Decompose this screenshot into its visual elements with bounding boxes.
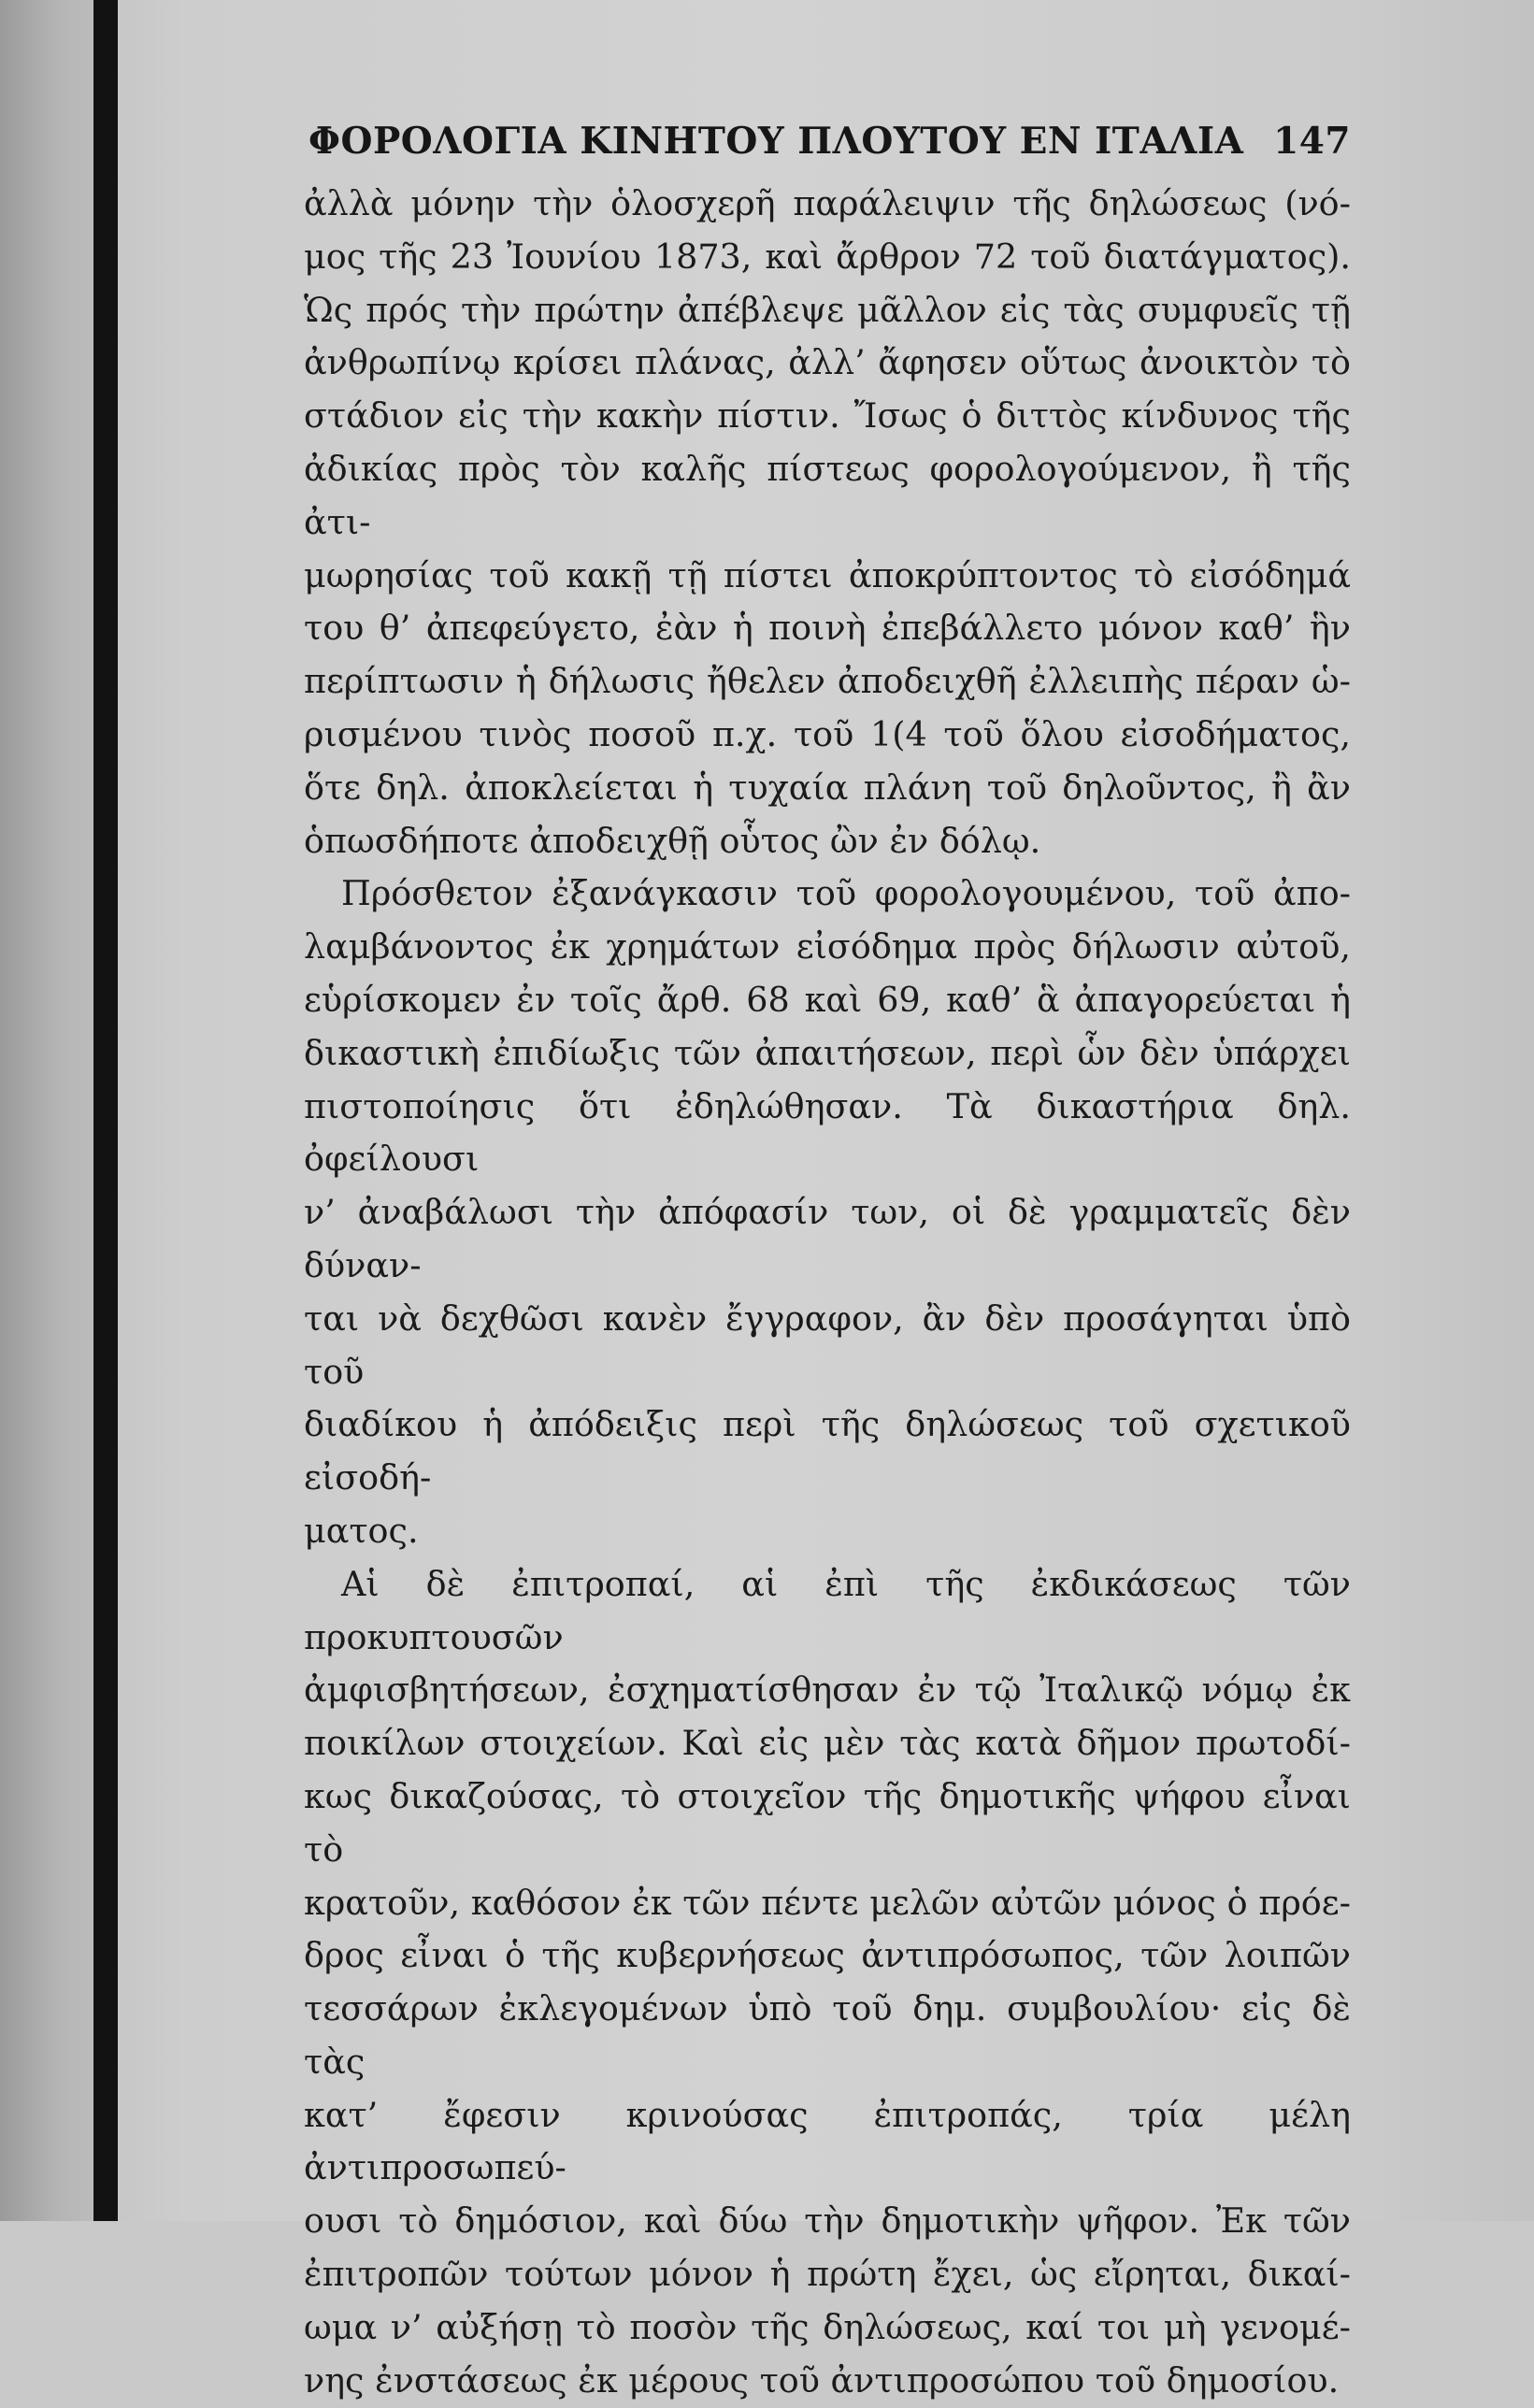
paragraph <box>304 178 1351 867</box>
text-line: δρος εἶναι ὁ τῆς κυβερνήσεως ἀντιπρόσωπος, τῶν λοιπῶν <box>304 1935 1351 1976</box>
text-line: ωμα ν’ αὐξήσῃ τὸ ποσὸν τῆς δηλώσεως, καί τοι μὴ γενομέ- <box>304 2306 1351 2347</box>
running-header <box>304 110 1351 178</box>
text-line: ὅτε δηλ. ἀποκλείεται ἡ τυχαία πλάνη τοῦ δηλοῦντος, ἢ ἂν <box>304 767 1351 808</box>
text-block <box>304 110 1351 2407</box>
text-line: Πρόσθετον ἐξανάγκασιν τοῦ φορολογουμένου, τοῦ ἀπο- <box>341 873 1351 914</box>
text-line: εὑρίσκομεν ἐν τοῖς ἄρθ. 68 καὶ 69, καθ’ ἃ ἀπαγορεύεται ἡ <box>304 979 1351 1020</box>
text-line: ἀμφισβητήσεων, ἐσχηματίσθησαν ἐν τῷ Ἰταλικῷ νόμῳ ἐκ <box>304 1670 1351 1711</box>
book-spine <box>93 0 118 2221</box>
text-line: μος τῆς 23 Ἰουνίου 1873, καὶ ἄρθρον 72 τοῦ διατάγματος). <box>304 236 1351 277</box>
text-line: Ὡς πρός τὴν πρώτην ἀπέβλεψε μᾶλλον εἰς τὰς συμφυεῖς τῇ <box>304 289 1351 330</box>
running-title: ΦΟΡΟΛΟΓΙΑ ΚΙΝΗΤΟΥ ΠΛΟΥΤΟΥ ΕΝ ΙΤΑΛΙΑ <box>308 120 1244 163</box>
text-line: Αἱ δὲ ἐπιτροπαί, αἱ ἐπὶ τῆς ἐκδικάσεως τῶν προκυπτουσῶν <box>304 1563 1351 1657</box>
text-line: διαδίκου ἡ ἀπόδειξις περὶ τῆς δηλώσεως τοῦ σχετικοῦ εἰσοδή- <box>304 1404 1351 1498</box>
page-binding-shadow <box>0 0 93 2221</box>
text-line: πιστοποίησις ὅτι ἐδηλώθησαν. Τὰ δικαστήρια δηλ. ὀφείλουσι <box>304 1085 1351 1180</box>
text-line: ματος. <box>304 1510 419 1551</box>
text-line: λαμβάνοντος ἐκ χρημάτων εἰσόδημα πρὸς δήλωσιν αὐτοῦ, <box>304 926 1351 968</box>
text-line: δικαστικὴ ἐπιδίωξις τῶν ἀπαιτήσεων, περὶ ὧν δὲν ὑπάρχει <box>304 1032 1351 1073</box>
page-number: 147 <box>1273 120 1351 163</box>
text-line: τεσσάρων ἐκλεγομένων ὑπὸ τοῦ δημ. συμβουλίου· εἰς δὲ τὰς <box>304 1988 1351 2082</box>
text-line: κως δικαζούσας, τὸ στοιχεῖον τῆς δημοτικῆς ψήφου εἶναι τὸ <box>304 1775 1351 1870</box>
body-text <box>304 178 1351 2407</box>
text-line: ν’ ἀναβάλωσι τὴν ἀπόφασίν των, οἱ δὲ γραμματεῖς δὲν δύναν- <box>304 1192 1351 1285</box>
text-line: ἀνθρωπίνῳ κρίσει πλάνας, ἀλλ’ ἄφησεν οὕτως ἀνοικτὸν τὸ <box>304 342 1351 383</box>
text-line: ποικίλων στοιχείων. Καὶ εἰς μὲν τὰς κατὰ δῆμον πρωτοδί- <box>304 1723 1351 1764</box>
text-line: κατ’ ἔφεσιν κρινούσας ἐπιτροπάς, τρία μέλη ἀντιπροσωπεύ- <box>304 2094 1351 2188</box>
text-line: ται νὰ δεχθῶσι κανὲν ἔγγραφον, ἂν δὲν προσάγηται ὑπὸ τοῦ <box>304 1297 1351 1392</box>
text-line: περίπτωσιν ἡ δήλωσις ἤθελεν ἀποδειχθῆ ἐλλειπὴς πέραν ὡ- <box>304 661 1351 702</box>
text-line: ὁπωσδήποτε ἀποδειχθῇ οὗτος ὢν ἐν δόλῳ. <box>304 820 1041 861</box>
text-line: ουσι τὸ δημόσιον, καὶ δύω τὴν δημοτικὴν ψῆφον. Ἐκ τῶν <box>304 2200 1351 2242</box>
text-line: κρατοῦν, καθόσον ἐκ τῶν πέντε μελῶν αὐτῶν μόνος ὁ πρόε- <box>304 1882 1351 1923</box>
text-line: στάδιον εἰς τὴν κακὴν πίστιν. Ἴσως ὁ διττὸς κίνδυνος τῆς <box>304 395 1351 437</box>
paragraph <box>304 867 1351 1557</box>
text-line: μωρησίας τοῦ κακῇ τῇ πίστει ἀποκρύπτοντος τὸ εἰσόδημά <box>304 554 1351 595</box>
text-line: ἀλλὰ μόνην τὴν ὁλοσχερῆ παράλειψιν τῆς δηλώσεως (νό- <box>304 183 1351 223</box>
text-line: νης ἐνστάσεως ἐκ μέρους τοῦ ἀντιπροσώπου τοῦ δημοσίου. <box>304 2359 1340 2401</box>
paragraph <box>304 1558 1351 2408</box>
text-line: ἀδικίας πρὸς τὸν καλῆς πίστεως φορολογούμενον, ἢ τῆς ἀτι- <box>304 448 1351 542</box>
text-line: ἐπιτροπῶν τούτων μόνον ἡ πρώτη ἔχει, ὡς εἴρηται, δικαί- <box>304 2254 1351 2295</box>
text-line: του θ’ ἀπεφεύγετο, ἐὰν ἡ ποινὴ ἐπεβάλλετο μόνον καθ’ ἣν <box>304 608 1351 649</box>
text-line: ρισμένου τινὸς ποσοῦ π.χ. τοῦ 1(4 τοῦ ὅλου εἰσοδήματος, <box>304 713 1351 754</box>
